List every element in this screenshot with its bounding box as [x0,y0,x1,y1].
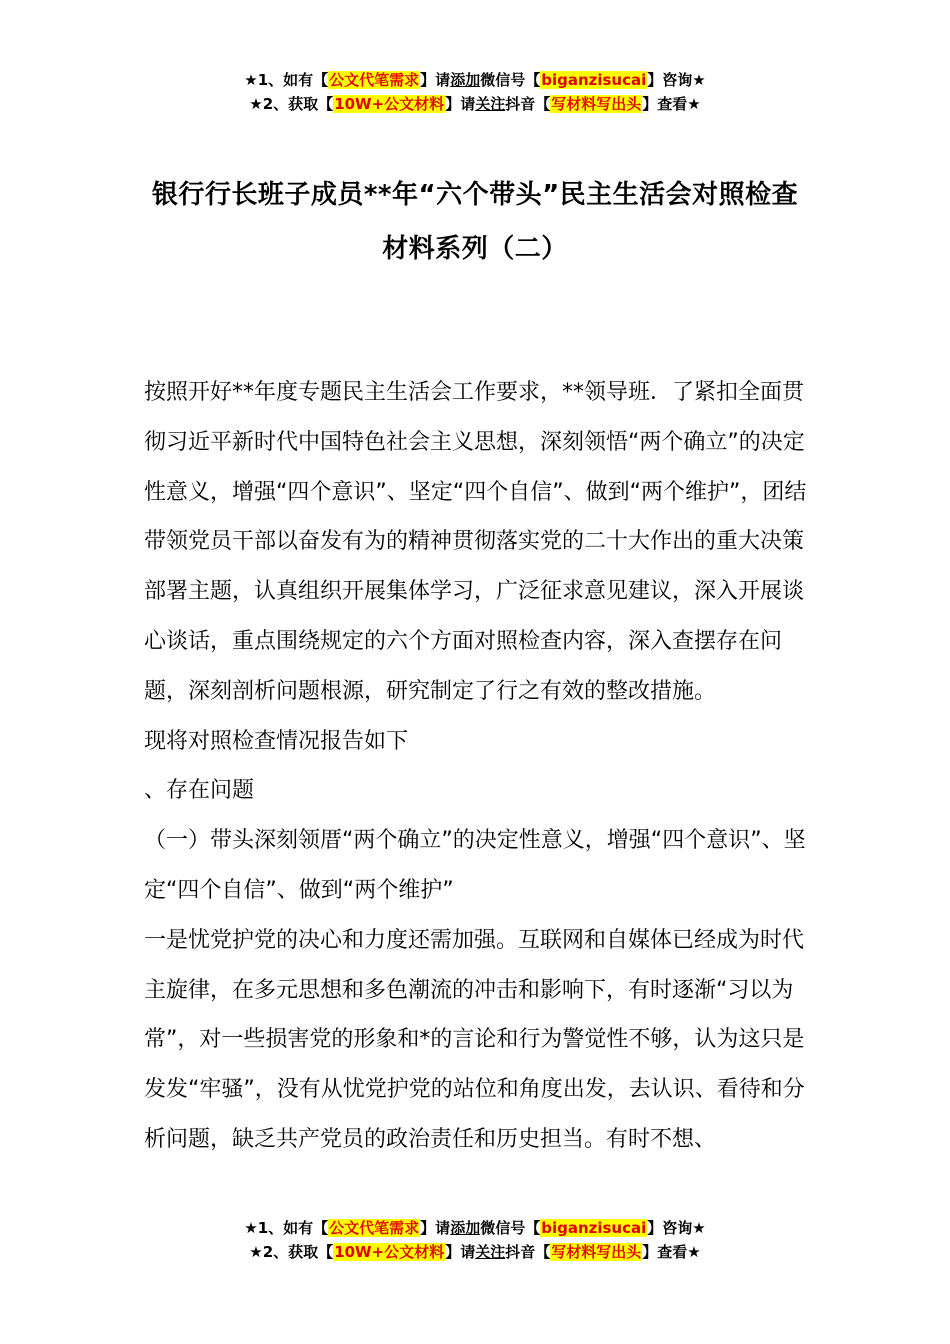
banner-line-2 [0,1240,950,1264]
banner-underline: 添加 [450,71,481,89]
banner-text: 】请 [445,95,476,113]
banner-text: ★1、如有【 [244,71,329,89]
banner-text: 】查看★ [642,95,701,113]
document-body [144,368,810,1165]
banner-text: 微信号【 [480,71,541,89]
subsection-heading: （一）带头深刻领厝“两个确立”的决定性意义，增强“四个意识”、坚定“四个自信”、做到“两个维护” [144,828,806,903]
paragraph-point-one: 一是忧党护党的决心和力度还需加强。互联网和自媒体已经成为时代主旋律，在多元思想和多色潮流的冲击和影响下，有时逐渐“习以为常”，对一些损害党的形象和*的言论和行为警觉性不够，认为这只是发发“牢骚”，没有从忧党护党的站位和角度出发，去认识、看待和分析问题，缺乏共产党员的政治责任和历史担当。有时不想、 [144,927,805,1152]
banner-text: 抖音【 [505,95,551,113]
paragraph-intro: 按照开好**年度专题民主生活会工作要求，**领导班．了紧扣全面贯彻习近平新时代中国特色社会主义思想，深刻领悟“两个确立”的决定性意义，增强“四个意识”、坚定“四个自信”、做到“两个维护”，团结带领党员干部以奋发有为的精神贯彻落实党的二十大作出的重大决策部署主题，认真组织开展集体学习，广泛征求意见建议，深入开展谈心谈话，重点围绕规定的六个方面对照检查内容，深入查摆存在问题，深刻剖析问题根源，研究制定了行之有效的整改措施。 [144,380,807,704]
banner-underline: 关注 [475,95,506,113]
paragraph-report-lead: 现将对照检查情况报告如下 [144,728,409,754]
title-line-2: 材料系列（二） [382,234,568,264]
title-line-1: 银行行长班子成员**年“六个带头”民主生活会对照检查 [151,180,799,210]
bottom-banner [0,1216,950,1264]
banner-text: 】咨询★ [647,1219,706,1237]
document-title [120,168,830,276]
banner-text: 抖音【 [505,1243,551,1261]
banner-highlight: 公文代笔需求 [329,71,420,89]
banner-highlight: 10W+公文材料 [334,95,445,113]
banner-highlight: 写材料写出头 [551,1243,642,1261]
banner-text: 】请 [445,1243,476,1261]
banner-highlight: biganzisucai [541,1219,647,1237]
banner-underline: 关注 [475,1243,506,1261]
banner-text: 】请 [420,71,451,89]
banner-highlight: 公文代笔需求 [329,1219,420,1237]
banner-highlight: 写材料写出头 [551,95,642,113]
banner-text: 微信号【 [480,1219,541,1237]
banner-text: 】查看★ [642,1243,701,1261]
banner-text: ★1、如有【 [244,1219,329,1237]
banner-highlight: biganzisucai [541,71,647,89]
section-heading: 、存在问题 [144,778,255,804]
banner-highlight: 10W+公文材料 [334,1243,445,1261]
banner-underline: 添加 [450,1219,481,1237]
banner-text: ★2、获取【 [249,95,334,113]
banner-text: 】请 [420,1219,451,1237]
banner-line-1 [0,1216,950,1240]
banner-text: ★2、获取【 [249,1243,334,1261]
banner-text: 】咨询★ [647,71,706,89]
